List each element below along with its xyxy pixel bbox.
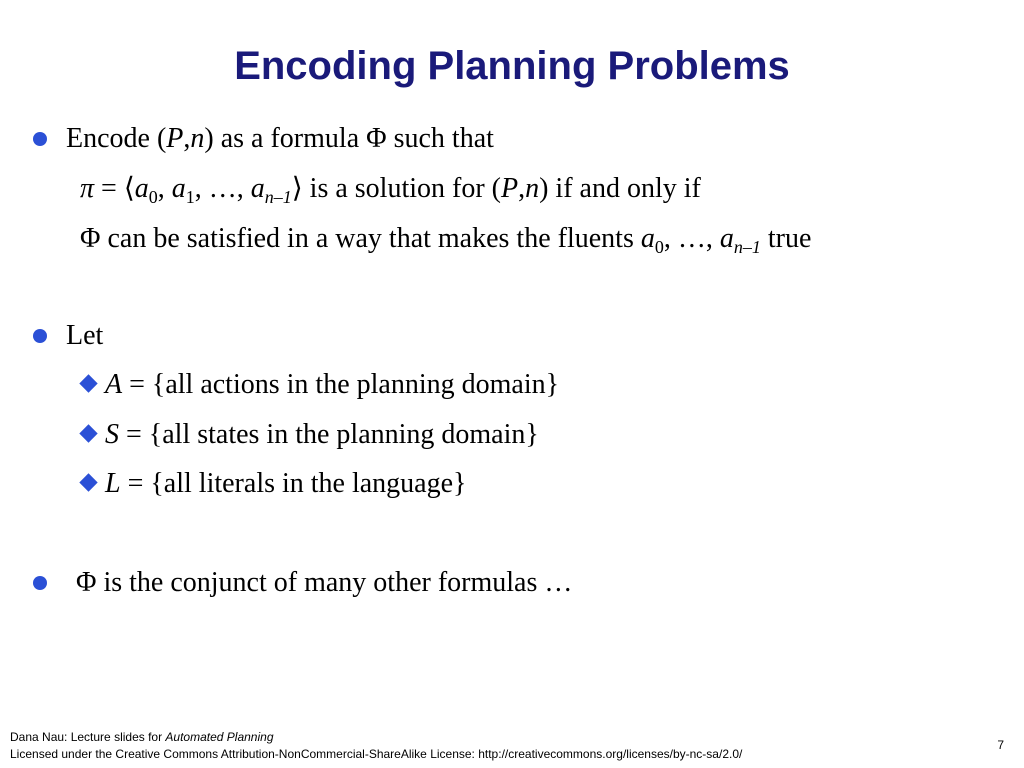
footer-credit: Dana Nau: Lecture slides for Automated Planning	[10, 730, 274, 744]
satisfaction-line: Φ can be satisfied in a way that makes the fluents $a_0$, …, $a_{n-1}$ true	[80, 223, 812, 257]
bullet-let-text: Let	[66, 320, 104, 351]
bullet-dot	[33, 329, 47, 343]
diamond-bullet-icon	[79, 424, 97, 442]
footer-license: Licensed under the Creative Commons Attribution-NonCommercial-ShareAlike License: http://creativecommons.org/licenses/by-nc-sa/2.0/	[10, 747, 743, 761]
solution-condition-line: $\pi = ⟨a_0$, $a_1$, …, $a_{n-1}⟩$ is a solution for (P,n) if and only if	[80, 173, 701, 207]
diamond-bullet-icon	[79, 374, 97, 392]
bullet-dot	[33, 132, 47, 146]
sub-bullet-states: S = {all states in the planning domain}	[82, 418, 539, 452]
bullet-encode-text: Encode (P,n) as a formula Φ such that	[66, 123, 494, 154]
bullet-conjunct-text: Φ is the conjunct of many other formulas …	[76, 567, 573, 598]
footer	[10, 729, 742, 763]
diamond-bullet-icon	[79, 473, 97, 491]
bullet-dot	[33, 576, 47, 590]
sub-bullet-literals: L = {all literals in the language}	[82, 467, 466, 501]
sub-bullet-actions: A = {all actions in the planning domain}	[82, 368, 559, 402]
page-number: 7	[997, 738, 1004, 752]
slide-title: Encoding Planning Problems	[234, 44, 790, 88]
